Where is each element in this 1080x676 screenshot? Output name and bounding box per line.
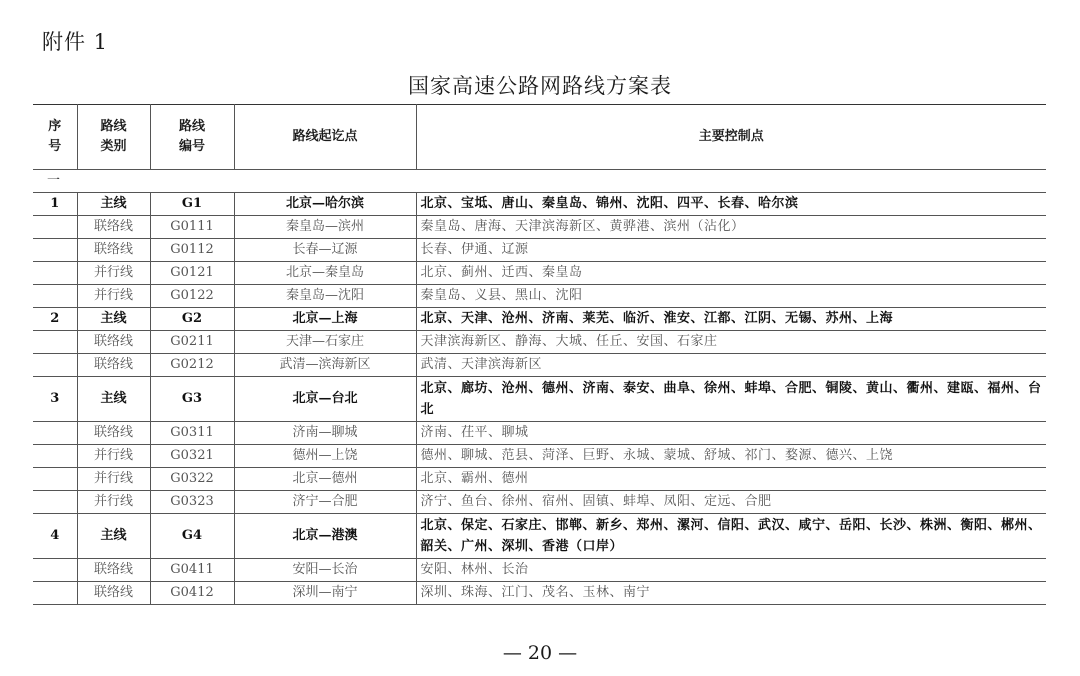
row-number [33,468,77,491]
row-category: 主线 [77,308,150,331]
table-row [33,514,1046,559]
row-endpoints: 北京—秦皇岛 [234,262,416,285]
row-code: G0311 [150,422,234,445]
table-row [33,308,1046,331]
group-label: 一 [33,170,1046,193]
header-endpoints: 路线起讫点 [234,105,416,170]
table-row [33,193,1046,216]
table-row [33,377,1046,422]
row-control-points: 安阳、林州、长治 [416,559,1046,582]
row-control-points: 深圳、珠海、江门、茂名、玉林、南宁 [416,582,1046,605]
row-control-points: 天津滨海新区、静海、大城、任丘、安国、石家庄 [416,331,1046,354]
row-number [33,262,77,285]
row-number [33,354,77,377]
table-row [33,262,1046,285]
row-category: 联络线 [77,216,150,239]
row-number: 2 [33,308,77,331]
row-control-points: 北京、廊坊、沧州、德州、济南、泰安、曲阜、徐州、蚌埠、合肥、铜陵、黄山、衢州、建瓯、福州、台北 [416,377,1046,422]
group-row [33,170,1046,193]
row-control-points: 德州、聊城、范县、菏泽、巨野、永城、蒙城、舒城、祁门、婺源、德兴、上饶 [416,445,1046,468]
row-control-points: 济宁、鱼台、徐州、宿州、固镇、蚌埠、凤阳、定远、合肥 [416,491,1046,514]
row-category: 主线 [77,514,150,559]
table-row [33,445,1046,468]
row-code: G3 [150,377,234,422]
route-table [33,104,1046,605]
table-row [33,216,1046,239]
row-number [33,239,77,262]
row-control-points: 长春、伊通、辽源 [416,239,1046,262]
row-code: G0112 [150,239,234,262]
row-code: G0411 [150,559,234,582]
row-number [33,331,77,354]
row-code: G4 [150,514,234,559]
row-control-points: 济南、茌平、聊城 [416,422,1046,445]
row-code: G1 [150,193,234,216]
table-row [33,422,1046,445]
row-code: G0323 [150,491,234,514]
row-code: G0111 [150,216,234,239]
row-number [33,559,77,582]
header-control: 主要控制点 [416,105,1046,170]
table-row [33,559,1046,582]
row-category: 联络线 [77,239,150,262]
row-category: 主线 [77,377,150,422]
row-category: 联络线 [77,559,150,582]
row-code: G0212 [150,354,234,377]
table-header-row [33,105,1046,170]
row-endpoints: 北京—港澳 [234,514,416,559]
table-row [33,331,1046,354]
row-endpoints: 武清—滨海新区 [234,354,416,377]
table-row [33,468,1046,491]
row-category: 并行线 [77,285,150,308]
row-number [33,582,77,605]
header-category: 路线 类别 [77,105,150,170]
row-code: G0121 [150,262,234,285]
row-code: G2 [150,308,234,331]
row-number: 3 [33,377,77,422]
table-row [33,239,1046,262]
page-title: 国家高速公路网路线方案表 [408,74,672,98]
row-category: 联络线 [77,354,150,377]
row-endpoints: 济宁—合肥 [234,491,416,514]
row-code: G0321 [150,445,234,468]
row-number [33,445,77,468]
row-control-points: 北京、蓟州、迁西、秦皇岛 [416,262,1046,285]
row-endpoints: 天津—石家庄 [234,331,416,354]
row-code: G0122 [150,285,234,308]
row-endpoints: 深圳—南宁 [234,582,416,605]
row-control-points: 北京、霸州、德州 [416,468,1046,491]
row-control-points: 北京、保定、石家庄、邯郸、新乡、郑州、漯河、信阳、武汉、咸宁、岳阳、长沙、株洲、衡阳、郴州、韶关、广州、深圳、香港（口岸） [416,514,1046,559]
row-number [33,491,77,514]
row-category: 主线 [77,193,150,216]
row-endpoints: 北京—哈尔滨 [234,193,416,216]
row-category: 并行线 [77,445,150,468]
row-endpoints: 北京—台北 [234,377,416,422]
row-code: G0412 [150,582,234,605]
row-number: 4 [33,514,77,559]
row-endpoints: 长春—辽源 [234,239,416,262]
table-row [33,582,1046,605]
row-category: 联络线 [77,422,150,445]
row-category: 并行线 [77,468,150,491]
table-row [33,285,1046,308]
row-control-points: 北京、宝坻、唐山、秦皇岛、锦州、沈阳、四平、长春、哈尔滨 [416,193,1046,216]
row-category: 联络线 [77,331,150,354]
annex-label: 附件 1 [42,30,109,54]
row-endpoints: 安阳—长治 [234,559,416,582]
row-number: 1 [33,193,77,216]
table-row [33,354,1046,377]
row-code: G0211 [150,331,234,354]
row-number [33,216,77,239]
row-endpoints: 德州—上饶 [234,445,416,468]
row-number [33,285,77,308]
row-category: 并行线 [77,491,150,514]
page-number: — 20 — [502,642,578,664]
row-control-points: 秦皇岛、唐海、天津滨海新区、黄骅港、滨州（沾化） [416,216,1046,239]
row-category: 联络线 [77,582,150,605]
row-control-points: 秦皇岛、义县、黑山、沈阳 [416,285,1046,308]
header-code: 路线 编号 [150,105,234,170]
table-row [33,491,1046,514]
row-control-points: 武清、天津滨海新区 [416,354,1046,377]
row-endpoints: 秦皇岛—沈阳 [234,285,416,308]
row-endpoints: 济南—聊城 [234,422,416,445]
row-endpoints: 北京—德州 [234,468,416,491]
row-code: G0322 [150,468,234,491]
header-num: 序 号 [33,105,77,170]
row-category: 并行线 [77,262,150,285]
row-endpoints: 秦皇岛—滨州 [234,216,416,239]
row-endpoints: 北京—上海 [234,308,416,331]
row-number [33,422,77,445]
row-control-points: 北京、天津、沧州、济南、莱芜、临沂、淮安、江都、江阴、无锡、苏州、上海 [416,308,1046,331]
